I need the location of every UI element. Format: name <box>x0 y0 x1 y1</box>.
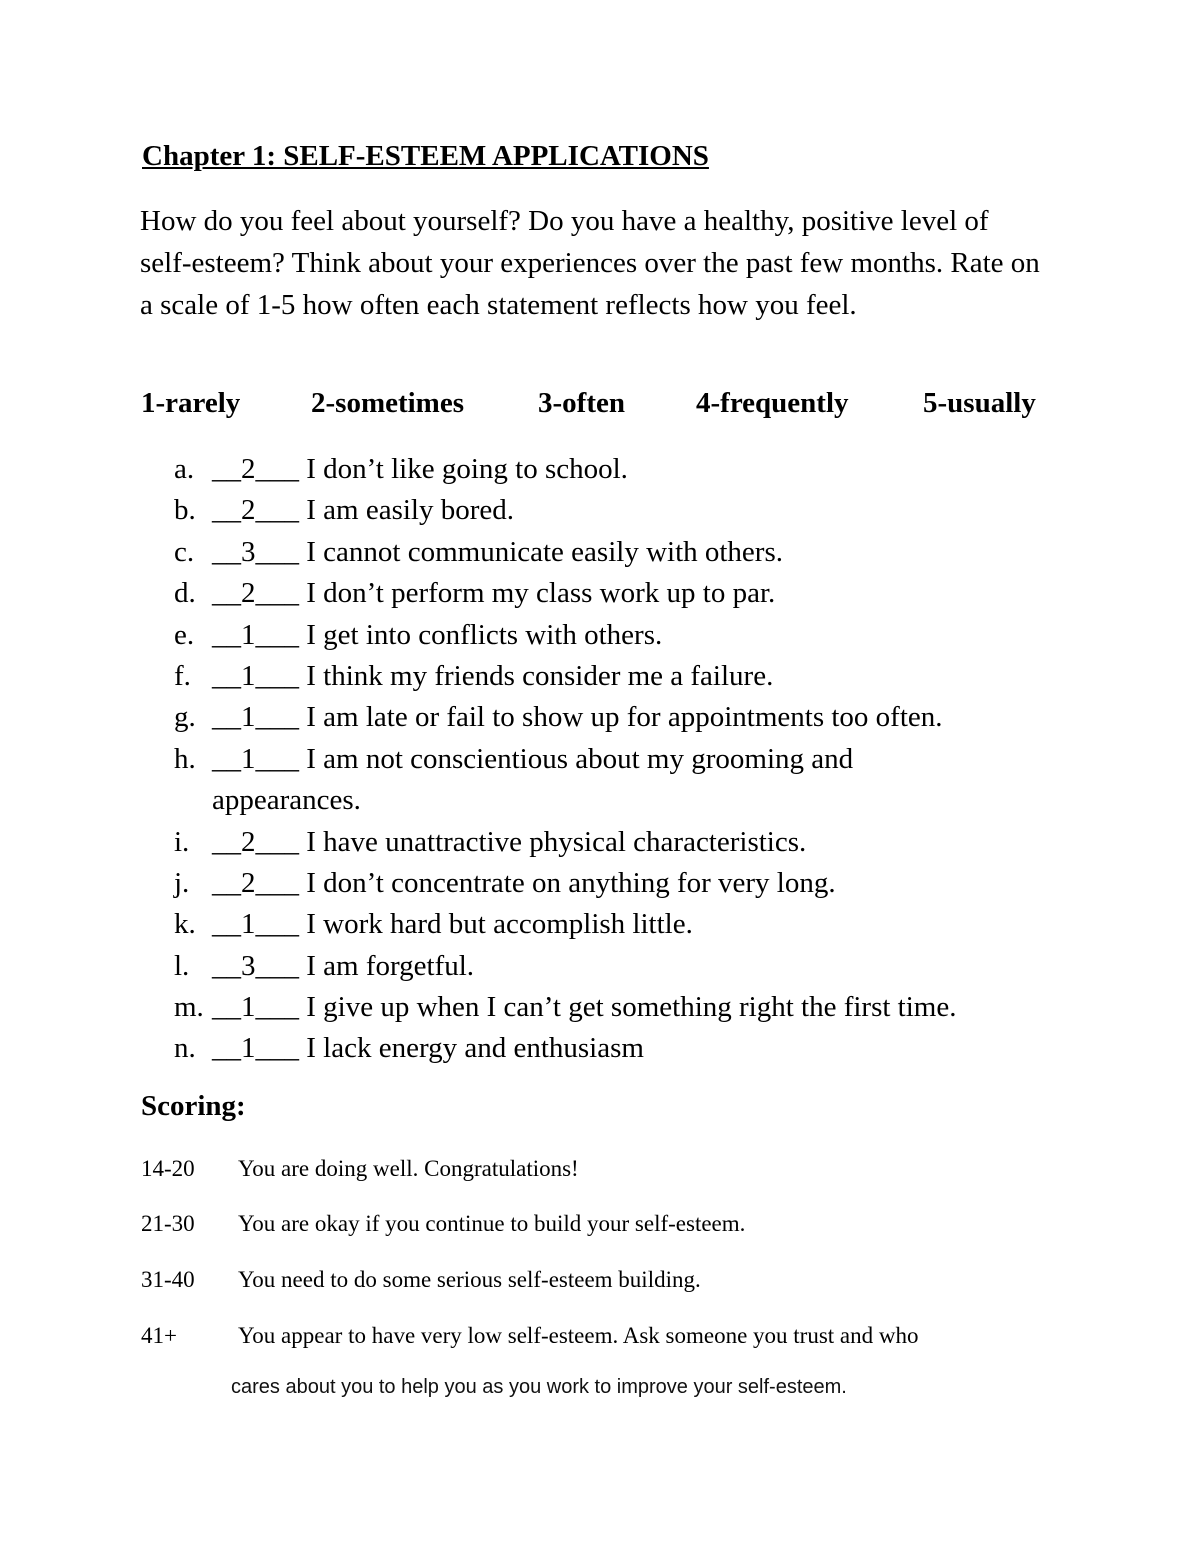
list-item <box>0 1028 1200 1069</box>
list-item <box>0 490 1200 531</box>
item-text: __1___ I give up when I can’t get something right the first time. <box>212 991 957 1024</box>
item-letter: c. <box>174 535 195 568</box>
list-item <box>0 904 1200 945</box>
list-item <box>0 946 1200 987</box>
item-letter: e. <box>174 618 195 651</box>
item-text: __1___ I work hard but accomplish little. <box>212 908 693 941</box>
item-text: __1___ I think my friends consider me a failure. <box>212 659 774 692</box>
item-text: __3___ I am forgetful. <box>212 949 475 982</box>
intro-paragraph: How do you feel about yourself? Do you have a healthy, positive level of self-esteem? Think about your experiences over the past few months. Rate on a scale of 1-5 how often each statement reflects how you feel. <box>140 205 1040 321</box>
item-text: __1___ I am not conscientious about my grooming and appearances. <box>212 742 854 817</box>
scale-label-2: 2-sometimes <box>311 387 465 419</box>
list-item <box>0 573 1200 614</box>
rating-scale <box>141 387 1046 427</box>
item-text: __1___ I am late or fail to show up for appointments too often. <box>212 701 943 734</box>
statement-list <box>0 449 1200 1070</box>
item-letter: i. <box>174 825 190 858</box>
item-letter: d. <box>174 577 196 610</box>
item-letter: h. <box>174 742 196 775</box>
item-letter: l. <box>174 949 190 982</box>
list-item <box>0 697 1200 738</box>
list-item <box>0 863 1200 904</box>
item-text: __3___ I cannot communicate easily with others. <box>212 535 783 568</box>
item-letter: f. <box>174 659 191 692</box>
scale-label-4: 4-frequently <box>696 387 849 419</box>
item-text: __1___ I get into conflicts with others. <box>212 618 663 651</box>
list-item <box>0 615 1200 656</box>
scale-label-3: 3-often <box>538 387 625 419</box>
score-range: 41+ <box>141 1323 177 1348</box>
item-text: __2___ I don’t concentrate on anything for very long. <box>212 866 836 899</box>
score-description: You are okay if you continue to build your self-esteem. <box>238 1211 746 1236</box>
score-description: You appear to have very low self-esteem. Ask someone you trust and who <box>238 1323 919 1348</box>
score-continuation: cares about you to help you as you work to improve your self-esteem. <box>231 1376 847 1398</box>
scoring-heading: Scoring: <box>141 1090 246 1122</box>
item-text: __2___ I am easily bored. <box>212 494 515 527</box>
list-item <box>0 739 1200 822</box>
item-text: __2___ I have unattractive physical characteristics. <box>212 825 807 858</box>
score-range: 21-30 <box>141 1211 195 1236</box>
score-description: You are doing well. Congratulations! <box>238 1156 579 1181</box>
list-item <box>0 987 1200 1028</box>
chapter-title: Chapter 1: SELF-ESTEEM APPLICATIONS <box>142 140 709 172</box>
score-range: 14-20 <box>141 1156 195 1181</box>
list-item <box>0 532 1200 573</box>
list-item <box>0 822 1200 863</box>
item-letter: k. <box>174 908 196 941</box>
item-letter: g. <box>174 701 196 734</box>
score-description: You need to do some serious self-esteem building. <box>238 1267 701 1292</box>
item-text: __2___ I don’t like going to school. <box>212 453 628 485</box>
item-letter: m. <box>174 991 204 1024</box>
list-item <box>0 449 1200 490</box>
list-item <box>0 656 1200 697</box>
item-letter: j. <box>174 866 190 899</box>
scale-label-1: 1-rarely <box>141 387 241 419</box>
item-letter: n. <box>174 1032 196 1065</box>
score-range: 31-40 <box>141 1267 195 1292</box>
item-letter: b. <box>174 494 196 527</box>
item-text: __2___ I don’t perform my class work up to par. <box>212 577 776 610</box>
scale-label-5: 5-usually <box>923 387 1036 419</box>
item-letter: a. <box>174 453 195 485</box>
item-text: __1___ I lack energy and enthusiasm <box>212 1032 644 1065</box>
